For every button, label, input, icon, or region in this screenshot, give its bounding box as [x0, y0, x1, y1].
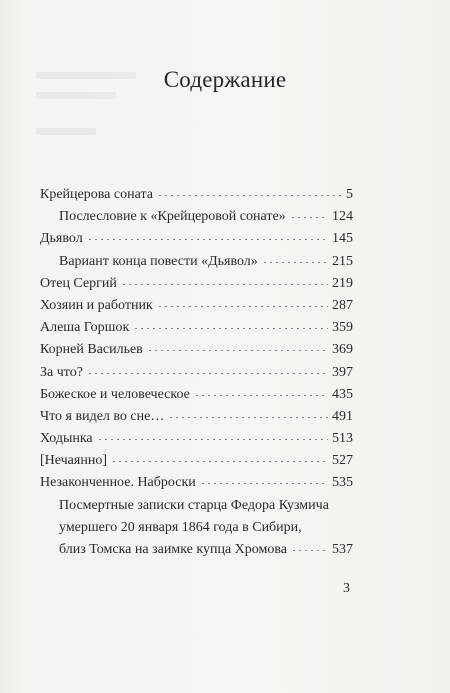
dot-leader — [157, 195, 342, 196]
toc-entry-title-line: умершего 20 января 1864 года в Сибири, — [59, 519, 302, 535]
page-title: Содержание — [163, 67, 287, 92]
toc-entry — [40, 276, 353, 298]
toc-entry-title: Хозяин и работник — [40, 297, 153, 313]
toc-entry — [40, 387, 353, 409]
toc-entry — [40, 254, 353, 276]
toc-entry — [40, 187, 353, 209]
toc-entry — [40, 209, 353, 231]
toc-entry-page: 491 — [332, 408, 353, 424]
toc-entry-page: 219 — [332, 275, 353, 291]
toc-entry-page: 535 — [332, 475, 353, 491]
toc-entry — [40, 431, 353, 453]
dot-leader — [262, 262, 328, 263]
dot-leader — [168, 417, 328, 418]
toc-entry-title-line: Посмертные записки старца Федора Кузмича — [59, 497, 329, 513]
toc-entry-title: Вариант конца повести «Дьявол» — [59, 253, 258, 269]
toc-entry-page: 5 — [346, 187, 353, 202]
toc-entry-title: Незаконченное. Наброски — [40, 475, 196, 491]
toc-entry-title: [Нечаянно] — [40, 453, 107, 469]
toc-entry-page: 145 — [332, 231, 353, 247]
toc-entry-page: 537 — [332, 542, 353, 557]
toc-entry-page: 513 — [332, 431, 353, 447]
toc-entry-title: Крейцерова соната — [40, 187, 153, 202]
dot-leader — [157, 306, 328, 307]
dot-leader — [97, 439, 328, 440]
toc-entry — [40, 409, 353, 431]
toc-entry-line — [59, 520, 353, 542]
toc-entry — [40, 365, 353, 387]
dot-leader — [200, 483, 328, 484]
toc-entry-page: 287 — [332, 297, 353, 313]
toc-entry-title: Божеское и человеческое — [40, 386, 190, 402]
dot-leader — [194, 395, 328, 396]
toc-entry-title: Послесловие к «Крейцеровой сонате» — [59, 209, 286, 225]
toc-entry — [40, 453, 353, 475]
toc-entry — [40, 231, 353, 253]
toc-entry-title-line: близ Томска на заимке купца Хромова — [59, 542, 288, 557]
toc-entry-page: 124 — [332, 209, 353, 225]
toc-entry — [40, 298, 353, 320]
toc-entry-title: Алеша Горшок — [40, 320, 130, 336]
toc-entry — [40, 342, 353, 364]
toc-entry-page: 435 — [332, 386, 353, 402]
toc-entry-multiline — [40, 498, 353, 565]
toc-entry-page: 359 — [332, 320, 353, 336]
table-of-contents — [40, 187, 353, 564]
dot-leader — [87, 239, 328, 240]
toc-entry — [40, 320, 353, 342]
toc-entry-page: 215 — [332, 253, 353, 269]
toc-entry-line — [59, 542, 353, 564]
dot-leader — [121, 284, 328, 285]
toc-entry-title: За что? — [40, 364, 83, 380]
dot-leader — [87, 373, 328, 374]
bleed-through-mark — [36, 128, 96, 135]
dot-leader — [111, 461, 328, 462]
toc-entry-line — [59, 498, 353, 520]
dot-leader — [290, 217, 328, 218]
toc-entry — [40, 475, 353, 497]
dot-leader — [291, 550, 328, 551]
toc-entry-title: Отец Сергий — [40, 275, 117, 291]
toc-entries — [40, 187, 353, 498]
toc-entry-title: Дьявол — [40, 231, 83, 247]
toc-entry-title: Корней Васильев — [40, 342, 143, 358]
page-number: 3 — [343, 581, 350, 596]
toc-entry-page: 527 — [332, 453, 353, 469]
dot-leader — [133, 328, 328, 329]
toc-entry-page: 397 — [332, 364, 353, 380]
toc-entry-title: Ходынка — [40, 431, 93, 447]
toc-entry-page: 369 — [332, 342, 353, 358]
toc-entry-title: Что я видел во сне… — [40, 408, 165, 424]
dot-leader — [147, 350, 328, 351]
bleed-through-mark — [36, 92, 116, 99]
